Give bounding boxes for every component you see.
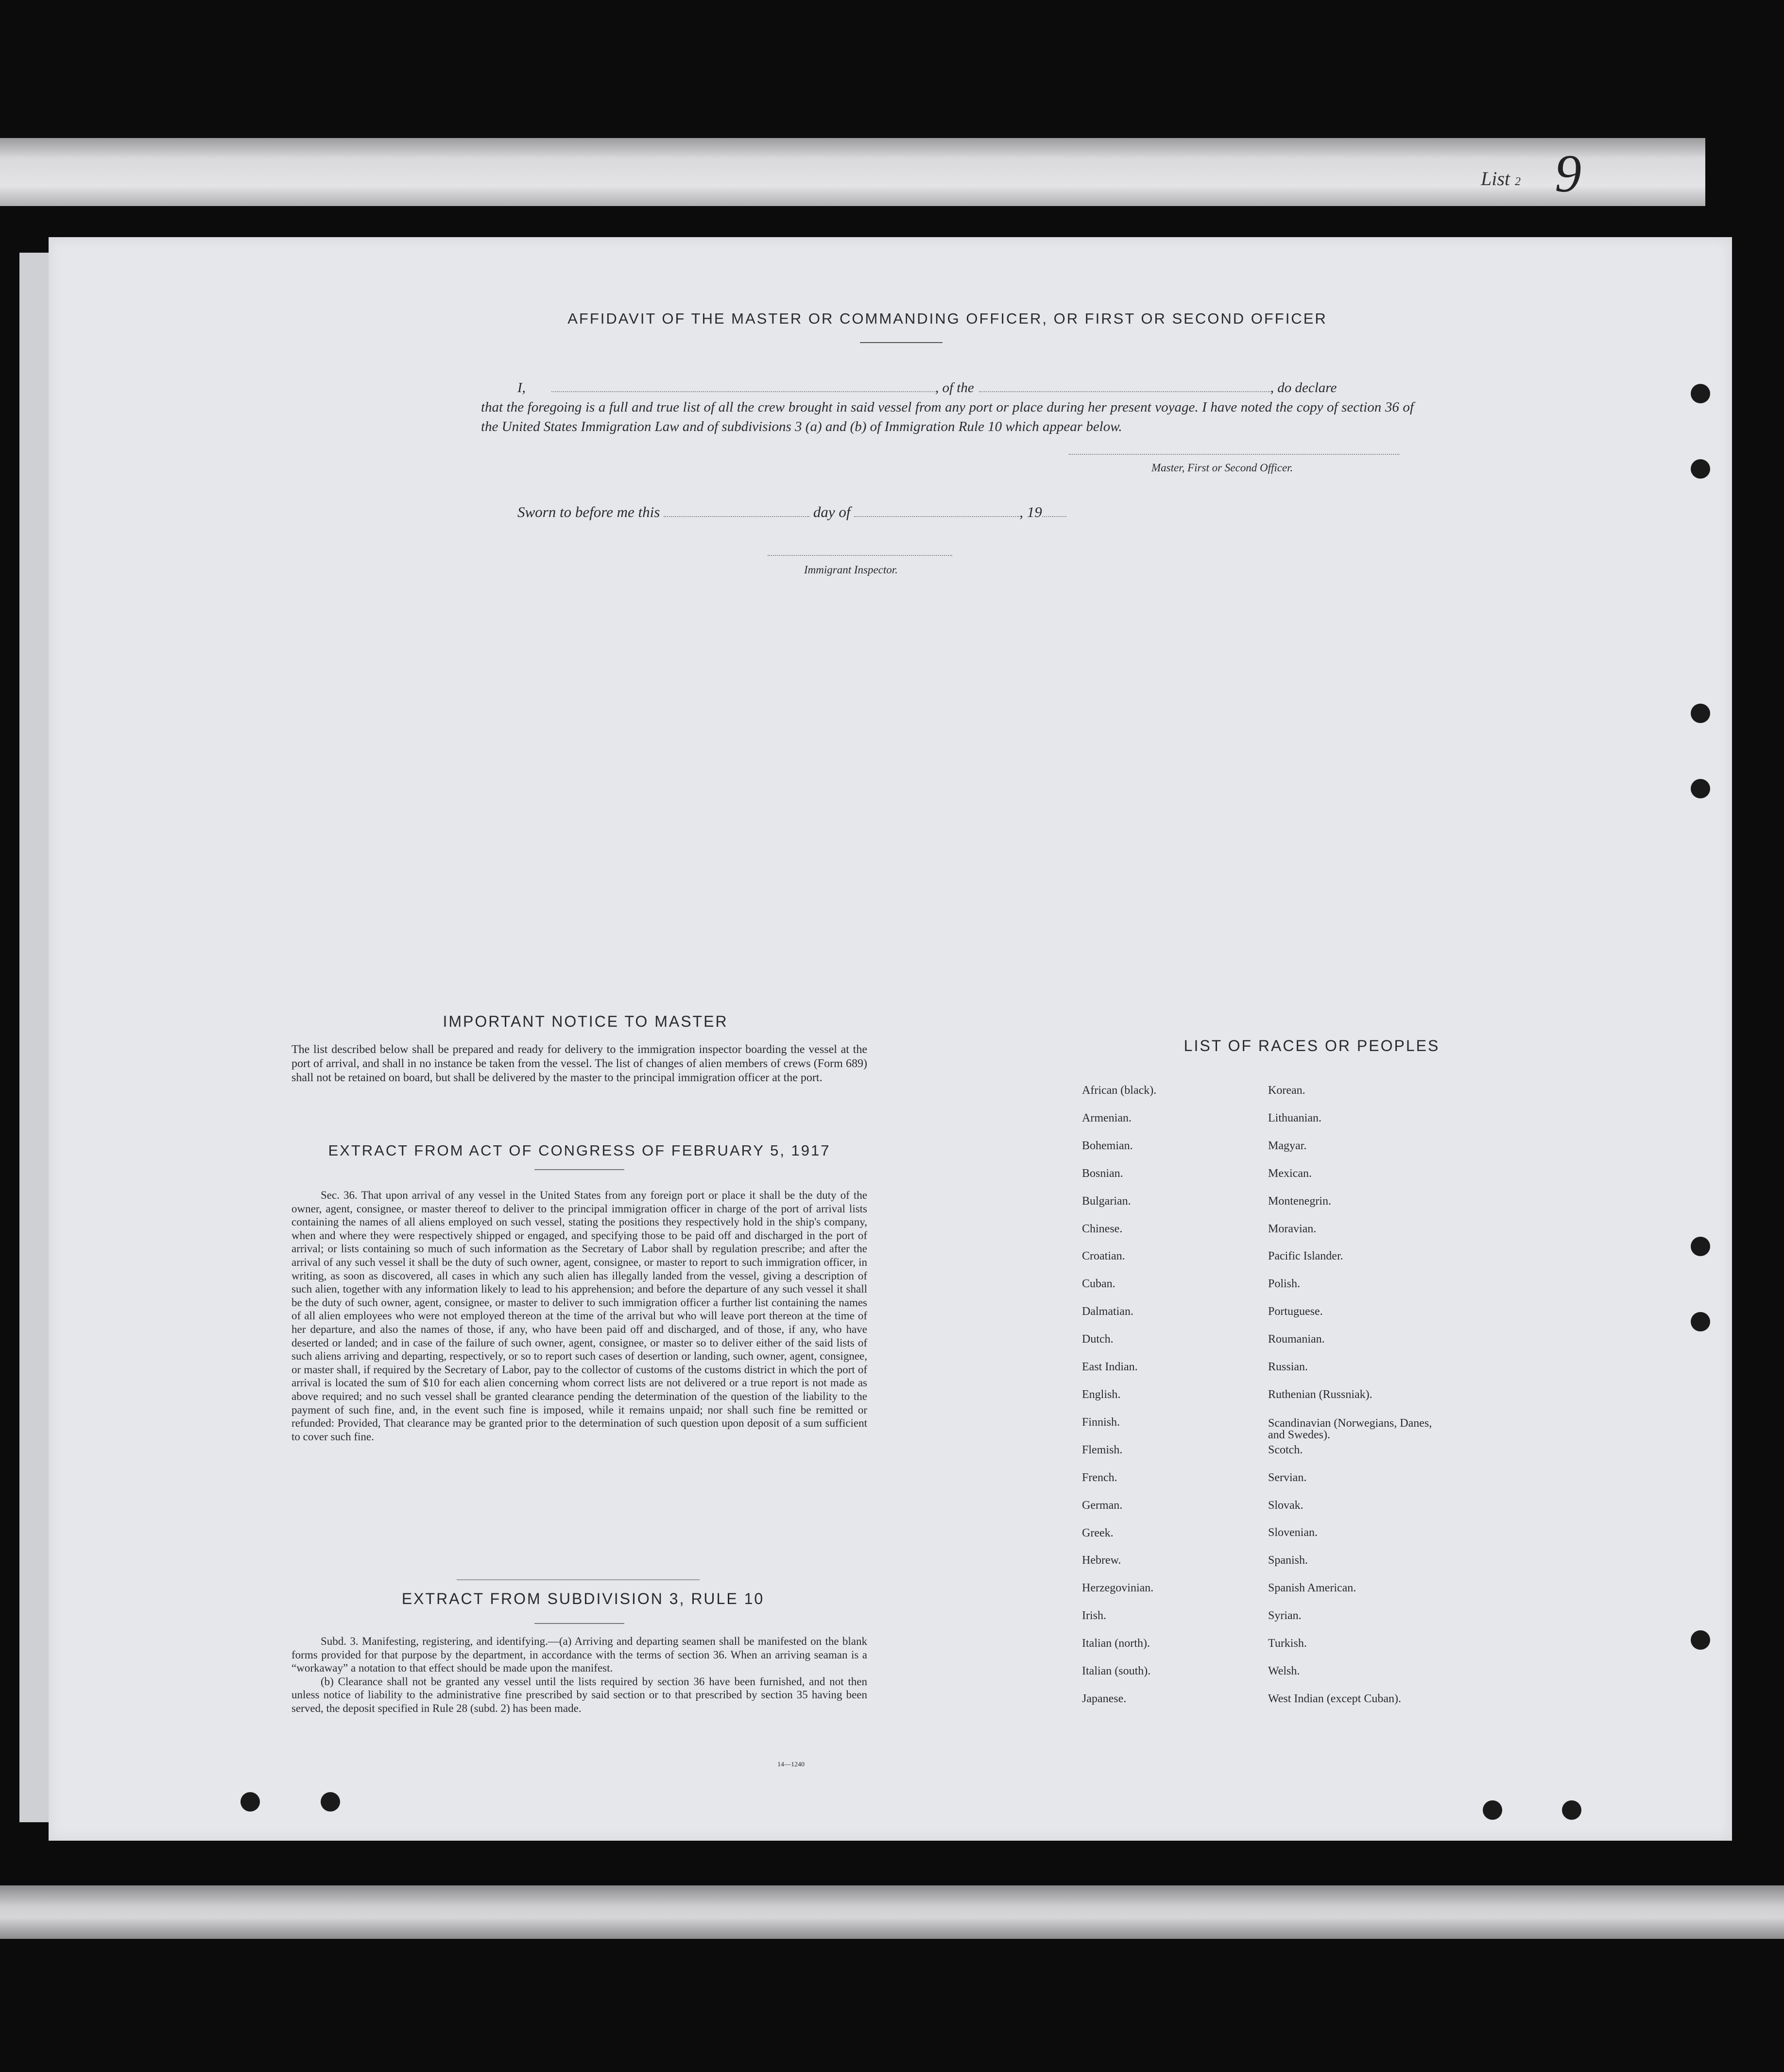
race-item: Slovenian. [1268,1526,1318,1539]
race-item: Slovak. [1268,1499,1304,1512]
race-item: Dutch. [1082,1333,1114,1346]
page-number: 9 [1555,144,1581,203]
inspector-caption: Immigrant Inspector. [804,564,898,576]
race-item: Mexican. [1268,1167,1312,1180]
act-extract-body: Sec. 36. That upon arrival of any vessel in the United States from any foreign port or place it shall be the duty of the owner, agent, consignee, or master thereof to deliver to the principal immigration officer in charge of the port of arrival lists containing the names of all aliens employed on such vessel, stating the positions they respectively hold in the ship's company, when and where they were respectively shipped or engaged, and specifying those to be paid off and discharged in the port of arrival; or lists containing so much of such information as the Secretary of Labor shall by regulation prescribe; and after the arrival of any such vessel it shall be the duty of such owner, agent, consignee, or master to report to such immigration officer, in writing, as soon as discovered, all cases in which any such alien has illegally landed from the vessel, giving a description of such alien, together with any information likely to lead to his apprehension; and before the departure of any such vessel it shall be the duty of such owner, agent, consignee, or master to deliver to such immigration officer a further list containing the names of all alien employees who were not employed thereon at the time of the arrival but who will leave port thereon at the time of her departure, and also the names of those, if any, who have been paid off and discharged, and of those, if any, who have deserted or landed; and in case of the failure of such owner, agent, consignee, or master so to deliver either of the said lists of such aliens arriving and departing, respectively, or so to report such cases of desertion or landing, such owner, agent, consignee, or master shall, if required by the Secretary of Labor, pay to the collector of customs of the customs district in which the port of arrival is located the sum of $10 for each alien concerning whom correct lists are not delivered or a true report is not made as above required; and no such vessel shall be granted clearance pending the determination of the question of the liability to the payment of such fine, and, in the event such fine is imposed, while it remains unpaid; nor shall such fine be remitted or refunded: Provided, That clearance may be granted prior to the determination of such question upon deposit of a sum sufficient to cover such fine. [292,1189,867,1443]
form-number: 14—1240 [777,1761,805,1768]
inspector-signature-line [768,555,952,556]
notice-title: IMPORTANT NOTICE TO MASTER [443,1013,728,1030]
race-item: Bohemian. [1082,1139,1133,1152]
binder-hole [1691,1237,1710,1256]
race-item: Chinese. [1082,1222,1123,1235]
document-page [49,237,1732,1841]
line-declare: , do declare [1270,380,1337,396]
race-item: Finnish. [1082,1416,1120,1429]
rule-para-b: (b) Clearance shall not be granted any vessel until the lists required by section 36 have been furnished, and not then unless notice of liability to the administrative fine prescribed by said section or to that prescribed by section 35 having been served, the deposit specified in Rule 28 (subd. 2) has been made. [292,1675,867,1714]
tab-strip [0,138,1705,206]
line-of-the: , of the [935,380,974,396]
race-item: Lithuanian. [1268,1111,1321,1124]
race-item: Polish. [1268,1278,1301,1291]
race-item: Bosnian. [1082,1167,1123,1180]
race-item: Welsh. [1268,1665,1300,1678]
affidavit-title: AFFIDAVIT OF THE MASTER OR COMMANDING OFFICER, OR FIRST OR SECOND OFFICER [567,310,1327,327]
act-extract-title: EXTRACT FROM ACT OF CONGRESS OF FEBRUARY 5, 1917 [328,1142,831,1159]
binder-hole [1691,704,1710,723]
binder-hole [1691,1312,1710,1331]
races-title: LIST OF RACES OR PEOPLES [1184,1037,1440,1054]
year-blank [1042,516,1066,517]
binder-hole [321,1792,340,1812]
races-column-1 [1082,1077,1156,1713]
race-item: German. [1082,1499,1123,1512]
officer-caption: Master, First or Second Officer. [1151,462,1293,474]
list-label: List 2 [1480,168,1521,190]
race-item: Portuguese. [1268,1305,1323,1318]
rule-extract-title: EXTRACT FROM SUBDIVISION 3, RULE 10 [401,1590,765,1607]
rule-para-a: Subd. 3. Manifesting, registering, and identifying.—(a) Arriving and departing seamen shall be manifested on the blank forms provided for that purpose by the department, in accordance with the terms of section 36. When an arriving seaman is a “workaway” a notation to that effect should be made upon the manifest. [292,1635,867,1674]
race-item: Greek. [1082,1526,1114,1539]
race-item: Servian. [1268,1471,1307,1484]
race-item: Japanese. [1082,1692,1127,1705]
vessel-blank [979,391,1270,392]
name-blank [551,391,935,392]
race-item: Dalmatian. [1082,1305,1133,1318]
day-blank [664,516,809,517]
race-item: Herzegovinian. [1082,1582,1154,1595]
race-item: Magyar. [1268,1139,1307,1152]
race-item: Spanish American. [1268,1582,1356,1595]
race-item: Turkish. [1268,1637,1307,1650]
race-item: East Indian. [1082,1361,1138,1374]
race-item: Spanish. [1268,1554,1308,1567]
declaration-text: that the foregoing is a full and true list of all the crew brought in said vessel from any port or place during her present voyage. I have noted the copy of section 36 of the United States Immigration Law and of subdivisions 3 (a) and (b) of Immigration Rule 10 which appear below. [481,399,1414,434]
title-rule [860,342,943,343]
race-item: Korean. [1268,1084,1305,1097]
binder-hole [1691,459,1710,479]
rule-extract-body [292,1635,867,1715]
binder-hole [1483,1800,1502,1820]
officer-signature-line [1069,454,1399,455]
race-item: Bulgarian. [1082,1194,1131,1208]
race-item: Armenian. [1082,1111,1132,1124]
month-blank [854,516,1019,517]
bottom-strip [0,1885,1784,1939]
notice-body: The list described below shall be prepared and ready for delivery to the immigration inspector boarding the vessel at the port of arrival, and shall in no instance be taken from the vessel. The list of changes of alien members of crews (Form 689) shall not be retained on board, but shall be delivered by the master to the principal immigration officer at the port. [292,1043,867,1084]
rule-divider [457,1579,700,1580]
race-item: Moravian. [1268,1222,1317,1235]
binder-hole [1691,384,1710,403]
race-item: Hebrew. [1082,1554,1121,1567]
race-item: Flemish. [1082,1443,1123,1456]
race-item: French. [1082,1471,1117,1484]
race-item: Irish. [1082,1609,1106,1623]
race-item: Roumanian. [1268,1333,1325,1346]
race-item: Cuban. [1082,1278,1115,1291]
rule-title-rule [534,1623,624,1624]
binder-hole [1691,779,1710,798]
binder-hole [1562,1800,1581,1820]
act-rule [534,1169,624,1170]
race-item: Syrian. [1268,1609,1302,1623]
binder-hole [1691,1630,1710,1650]
binder-hole [240,1792,260,1812]
race-item: Russian. [1268,1361,1308,1374]
race-item: Croatian. [1082,1250,1125,1263]
race-item: English. [1082,1388,1121,1401]
race-item: Pacific Islander. [1268,1250,1343,1263]
race-item: West Indian (except Cuban). [1268,1692,1401,1705]
race-item: Scotch. [1268,1443,1303,1456]
races-column-2 [1268,1077,1443,1713]
race-item: Italian (north). [1082,1637,1150,1650]
race-item: Ruthenian (Russniak). [1268,1388,1372,1401]
race-item: Scandinavian (Norwegians, Danes, and Swedes). [1268,1416,1432,1441]
race-item: Montenegrin. [1268,1194,1331,1208]
line-i: I, [517,380,526,396]
declaration [481,378,1414,436]
sworn-line: Sworn to before me this day of , 19 [517,503,1066,521]
race-item: African (black). [1082,1084,1157,1097]
race-item: Italian (south). [1082,1665,1151,1678]
